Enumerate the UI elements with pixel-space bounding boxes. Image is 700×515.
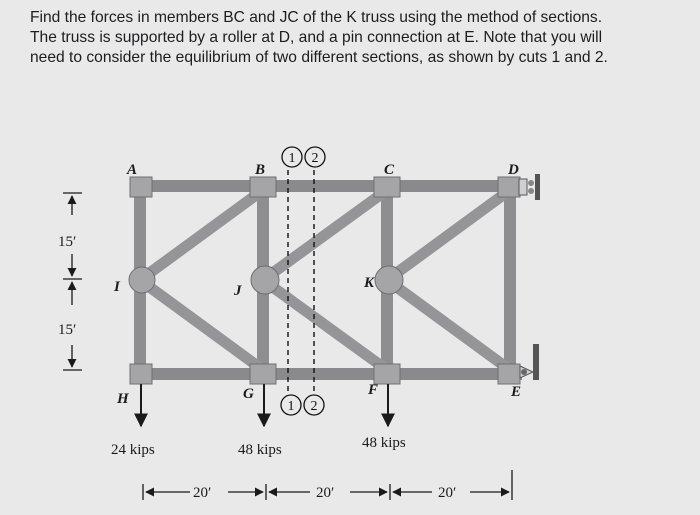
load-labels: [111, 435, 406, 458]
cut-markers-bottom: [281, 395, 324, 415]
pin-support-E: [520, 344, 539, 380]
gusset-H: [130, 364, 152, 384]
member-JF: [263, 280, 387, 370]
height-dimension: [63, 193, 82, 370]
member-IB: [140, 190, 263, 280]
gusset-A: [130, 177, 152, 197]
height-label-lower: 15′: [58, 322, 77, 338]
cut-lines: [288, 170, 314, 392]
span-label-3: 20′: [438, 485, 457, 501]
cut-1-label-top: 1: [288, 151, 296, 166]
gusset-I: [129, 267, 155, 293]
k-truss-figure: [0, 95, 700, 515]
cut-2-label-top: 2: [311, 151, 319, 166]
node-label-B: B: [255, 162, 266, 178]
chord-members: [134, 186, 522, 374]
gusset-plates: [129, 177, 520, 384]
node-label-E: E: [511, 384, 522, 400]
problem-line-1: Find the forces in members BC and JC of the K truss using the method of sections.: [30, 9, 603, 26]
roller-support-D: [519, 174, 540, 200]
load-arrows: [141, 384, 388, 426]
span-labels: [193, 485, 456, 501]
load-label-G: 48 kips: [238, 442, 282, 458]
member-KD: [387, 190, 510, 280]
node-label-D: D: [508, 162, 519, 178]
node-label-C: C: [384, 162, 395, 178]
cut-1-label-bottom: 1: [287, 399, 295, 414]
vertical-members: [140, 186, 510, 374]
gusset-C: [374, 177, 400, 197]
member-JC: [263, 190, 387, 280]
gusset-B: [250, 177, 276, 197]
span-label-1: 20′: [193, 485, 212, 501]
gusset-F: [374, 364, 400, 384]
node-label-G: G: [243, 386, 254, 402]
node-label-J: J: [234, 283, 242, 299]
cut-2-label-bottom: 2: [310, 399, 318, 414]
cut-markers-top: [282, 147, 325, 167]
node-label-K: K: [364, 275, 375, 291]
node-label-I: I: [114, 279, 120, 295]
span-label-2: 20′: [316, 485, 335, 501]
node-label-H: H: [117, 391, 129, 407]
load-label-H: 24 kips: [111, 442, 155, 458]
gusset-G: [250, 364, 276, 384]
node-label-F: F: [368, 382, 379, 398]
problem-statement: [30, 8, 695, 68]
gusset-J: [251, 266, 279, 294]
diagonal-members: [140, 190, 510, 370]
problem-line-3: need to consider the equilibrium of two different sections, as shown by cuts 1 and 2.: [30, 49, 608, 66]
gusset-E: [498, 364, 520, 384]
gusset-D: [498, 177, 520, 197]
load-label-F: 48 kips: [362, 435, 406, 451]
gusset-K: [375, 266, 403, 294]
member-KE: [387, 280, 510, 370]
member-IG: [140, 280, 263, 370]
height-label-upper: 15′: [58, 234, 77, 250]
node-label-A: A: [127, 162, 138, 178]
problem-line-2: The truss is supported by a roller at D, and a pin connection at E. Note that you will: [30, 29, 603, 46]
